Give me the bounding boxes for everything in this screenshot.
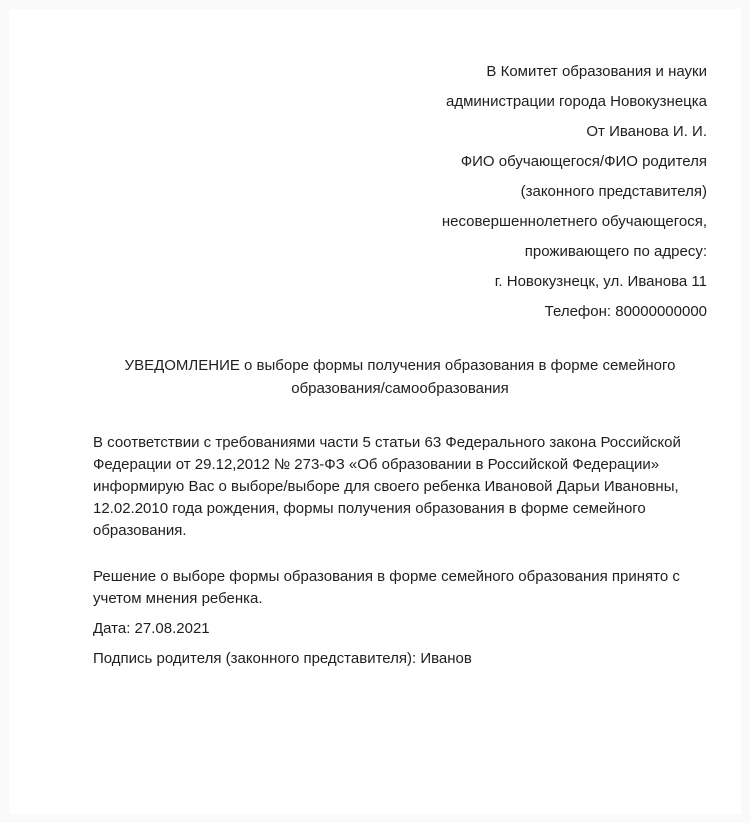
sender-line: От Иванова И. И. bbox=[586, 123, 707, 140]
sender-description-line: ФИО обучающегося/ФИО родителя bbox=[460, 153, 707, 170]
page bbox=[9, 9, 741, 814]
addressee-line: В Комитет образования и науки bbox=[486, 63, 707, 80]
date-line: Дата: 27.08.2021 bbox=[93, 620, 210, 637]
body-paragraph-1: В соответствии с требованиями части 5 статьи 63 Федерального закона Российской Федерации от 29.12,2012 № 273-ФЗ «Об образовании в Российской Федерации» информирую Вас о выборе/выборе для своего ребенка Ивановой Дарьи Ивановны, 12.02.2010 года рождения, формы получения образования в форме семейного образования. bbox=[93, 434, 681, 539]
sender-description-line: (законного представителя) bbox=[520, 183, 707, 200]
document-title: УВЕДОМЛЕНИЕ о выборе формы получения образования в форме семейного образования/самообразования bbox=[124, 357, 676, 397]
addressee-block bbox=[93, 57, 707, 327]
address-line: г. Новокузнецк, ул. Иванова 11 bbox=[494, 273, 707, 290]
document-content bbox=[93, 57, 707, 670]
phone-line: Телефон: 80000000000 bbox=[544, 303, 707, 320]
body-paragraph-2: Решение о выборе формы образования в форме семейного образования принято с учетом мнения ребенка. bbox=[93, 568, 680, 607]
address-label-line: проживающего по адресу: bbox=[524, 243, 707, 260]
signature-line: Подпись родителя (законного представителя): Иванов bbox=[93, 650, 472, 667]
addressee-line: администрации города Новокузнецка bbox=[446, 93, 707, 110]
sender-description-line: несовершеннолетнего обучающегося, bbox=[441, 213, 707, 230]
